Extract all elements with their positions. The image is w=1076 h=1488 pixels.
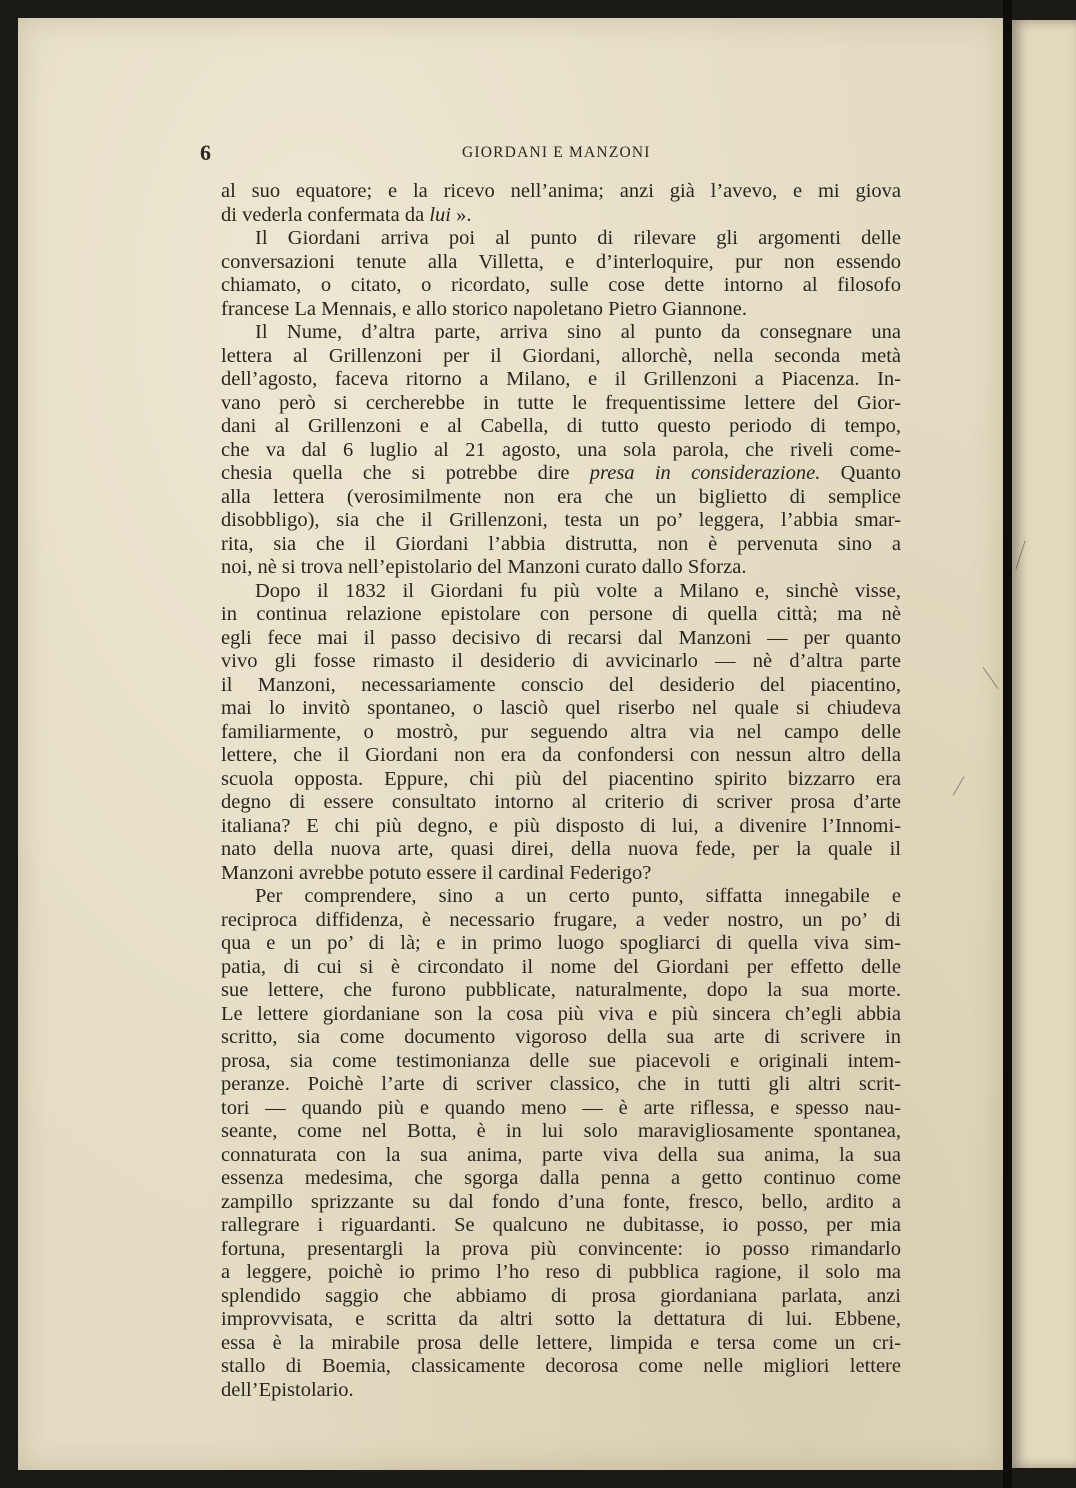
text-line: disobbligo), sia che il Grillenzoni, testa un po’ leggera, l’abbia smar- <box>221 509 901 531</box>
text-line: vivo gli fosse rimasto il desiderio di avvicinarlo — nè d’altra parte <box>221 650 901 672</box>
text-line: mai lo invitò spontaneo, o lasciò quel riserbo nel quale si chiudeva <box>221 697 901 719</box>
text-line: scuola opposta. Eppure, chi più del piacentino spirito bizzarro era <box>221 767 901 790</box>
text-line: dani al Grillenzoni e al Cabella, di tutto questo periodo di tempo, <box>221 415 901 437</box>
paragraph-start: Il Nume, d’altra parte, arriva sino al punto da consegnare una <box>255 321 901 343</box>
text-line: improvvisata, e scritta da altri sotto la dettatura di lui. Ebbene, <box>221 1308 901 1330</box>
page-header <box>200 140 900 168</box>
text-line: di vederla confermata da lui ». <box>221 203 472 226</box>
text-line: familiarmente, o mostrò, pur seguendo altra via nel campo delle <box>221 720 901 743</box>
paragraph-start: Il Giordani arriva poi al punto di rilevare gli argomenti delle <box>255 227 901 249</box>
text-line: peranze. Poichè l’arte di scriver classico, che in tutti gli altri scrit- <box>221 1073 901 1095</box>
text-line: dell’Epistolario. <box>221 1378 354 1401</box>
text-line: italiana? E chi più degno, e più disposto di lui, a divenire l’Innomi- <box>221 814 901 837</box>
text-line: splendido saggio che abbiamo di prosa giordaniana parlata, anzi <box>221 1284 901 1307</box>
text-line: conversazioni tenute alla Villetta, e d’interloquire, pur non essendo <box>221 250 901 273</box>
text-line: Le lettere giordaniane son la cosa più viva e più sincera ch’egli abbia <box>221 1002 901 1025</box>
text-line: rita, sia che il Giordani l’abbia distrutta, non è pervenuta sino a <box>221 532 901 555</box>
text-line: zampillo sprizzante su dal fondo d’una fonte, fresco, bello, ardito a <box>221 1190 901 1213</box>
text-line: connaturata con la sua anima, parte viva della sua anima, la sua <box>221 1143 901 1166</box>
running-title: GIORDANI E MANZONI <box>462 144 651 161</box>
text-line: vano però si cercherebbe in tutte le frequentissime lettere del Gior- <box>221 391 901 414</box>
text-line: a leggere, poichè io primo l’ho reso di pubblica ragione, il solo ma <box>221 1261 901 1283</box>
italic-phrase: presa in considerazione. <box>589 462 821 484</box>
facing-page-edge <box>1012 20 1076 1468</box>
paragraph-start: Dopo il 1832 il Giordani fu più volte a Milano e, sinchè visse, <box>255 579 901 602</box>
page-number: 6 <box>200 140 211 165</box>
text-line: rallegrare i riguardanti. Se qualcuno ne dubitasse, io posso, per mia <box>221 1214 901 1236</box>
text-line: egli fece mai il passo decisivo di recarsi dal Manzoni — per quanto <box>221 626 901 649</box>
text-line: essenza medesima, che sgorga dalla penna a getto continuo come <box>221 1167 901 1189</box>
italic-word: lui <box>429 203 451 226</box>
text-line: alla lettera (verosimilmente non era che un biglietto di semplice <box>221 485 901 508</box>
text-line: reciproca diffidenza, è necessario frugare, a veder nostro, un po’ di <box>221 908 901 931</box>
text-line: fortuna, presentargli la prova più convincente: io posso rimandarlo <box>221 1237 901 1260</box>
text-line: in continua relazione epistolare con persone di quella città; ma nè <box>221 603 901 625</box>
body-text <box>221 180 901 1402</box>
text-line: seante, come nel Botta, è in lui solo maravigliosamente spontanea, <box>221 1120 901 1142</box>
paragraph-start: Per comprendere, sino a un certo punto, siffatta innegabile e <box>255 885 901 907</box>
text-line: al suo equatore; e la ricevo nell’anima; anzi già l’avevo, e mi giova <box>221 180 901 202</box>
text-line: il Manzoni, necessariamente conscio del desiderio del piacentino, <box>221 673 901 696</box>
text-line: lettere, che il Giordani non era da confondersi con nessun altro della <box>221 744 901 766</box>
text-line: dell’agosto, faceva ritorno a Milano, e il Grillenzoni a Piacenza. In- <box>221 368 901 390</box>
text-line: chesia quella che si potrebbe dire presa in considerazione. Quanto <box>221 462 901 484</box>
text-line: patia, di cui si è circondato il nome del Giordani per effetto delle <box>221 955 901 978</box>
text-line: lettera al Grillenzoni per il Giordani, allorchè, nella seconda metà <box>221 344 901 367</box>
text-line: che va dal 6 luglio al 21 agosto, una sola parola, che riveli come- <box>221 438 901 461</box>
text-line: nato della nuova arte, quasi direi, della nuova fede, per la quale il <box>221 838 901 860</box>
text-line: Manzoni avrebbe potuto essere il cardinal Federigo? <box>221 861 652 884</box>
text-line: chiamato, o citato, o ricordato, sulle cose dette intorno al filosofo <box>221 274 901 296</box>
text-line: degno di essere consultato intorno al criterio di scriver prosa d’arte <box>221 791 901 813</box>
text-line: qua e un po’ di là; e in primo luogo spogliarci di quella viva sim- <box>221 932 901 954</box>
text-line: prosa, sia come testimonianza delle sue piacevoli e originali intem- <box>221 1049 901 1072</box>
text-line: stallo di Boemia, classicamente decorosa come nelle migliori lettere <box>221 1355 901 1377</box>
page-gutter <box>1003 0 1012 1488</box>
text-line: essa è la mirabile prosa delle lettere, limpida e tersa come un cri- <box>221 1331 901 1354</box>
text-line: francese La Mennais, e allo storico napoletano Pietro Giannone. <box>221 297 747 320</box>
text-line: scritto, sia come documento vigoroso della sua arte di scrivere in <box>221 1026 901 1048</box>
text-line: noi, nè si trova nell’epistolario del Manzoni curato dallo Sforza. <box>221 556 747 578</box>
text-line: tori — quando più e quando meno — è arte riflessa, e spesso nau- <box>221 1096 901 1119</box>
text-line: sue lettere, che furono pubblicate, naturalmente, dopo la sua morte. <box>221 979 901 1001</box>
